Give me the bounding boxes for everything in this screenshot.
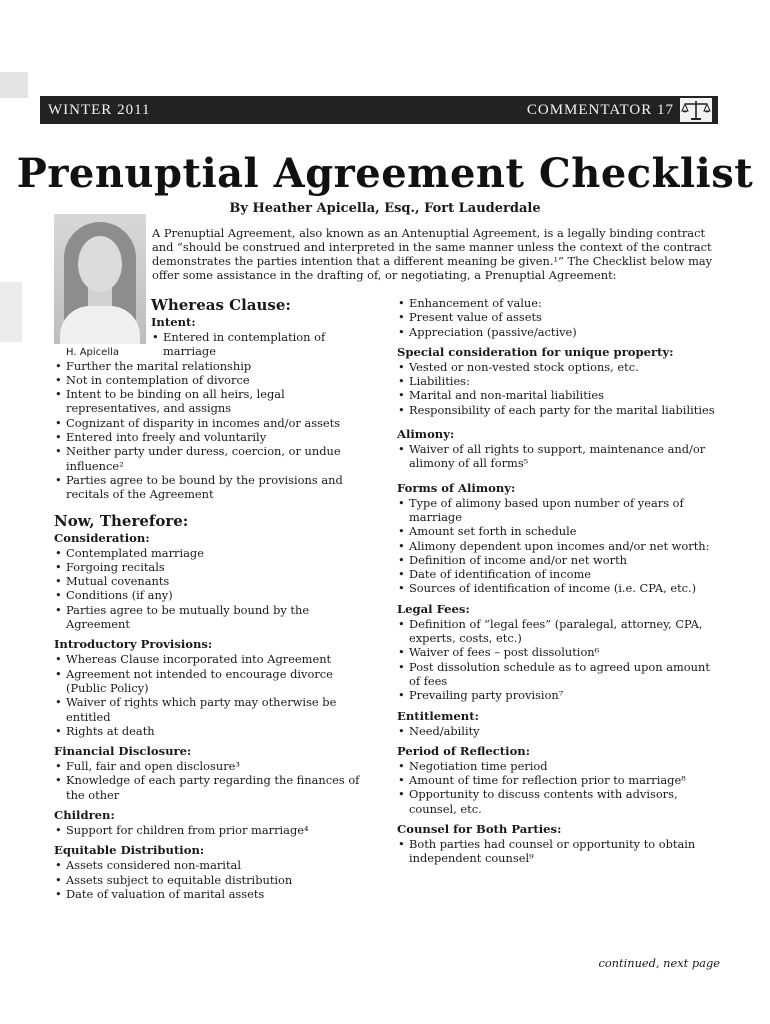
section-heading: Equitable Distribution: (54, 843, 205, 858)
scan-edge-mark (0, 282, 22, 342)
list-item: • Type of alimony based upon number of years of marriage (397, 496, 719, 525)
list-item: • Agreement not intended to encourage divorce (Public Policy) (54, 667, 376, 696)
list-item: • Both parties had counsel or opportunity to obtain independent counsel⁹ (397, 837, 719, 866)
section-alimony (397, 427, 719, 471)
intro-paragraph: A Prenuptial Agreement, also known as an Antenuptial Agreement, is a legally binding contract and “should be construed and interpreted in the same manner unless the context of the contract demonstrates the parties intention that a different meaning be given.¹” The Checklist below may offer some assistance in the drafting of, or negotiating, a Prenuptial Agreement: (152, 226, 713, 282)
list-item: • Date of valuation of marital assets (54, 887, 376, 901)
list-item: • Rights at death (54, 724, 376, 738)
masthead-bar (40, 96, 718, 124)
list-item: • Need/ability (397, 724, 719, 738)
scan-edge-mark (0, 72, 28, 98)
list-item: • Present value of assets (397, 310, 719, 324)
section-heading: Alimony: (397, 427, 455, 442)
intent-heading: Intent: (151, 315, 196, 329)
list-item: • Support for children from prior marriage⁴ (54, 823, 376, 837)
whereas-heading: Whereas Clause: (151, 296, 291, 314)
section-heading: Children: (54, 808, 115, 823)
list-item: • Conditions (if any) (54, 588, 376, 602)
byline: By Heather Apicella, Esq., Fort Lauderdale (229, 201, 541, 216)
section-consideration (54, 531, 376, 632)
section-heading: Counsel for Both Parties: (397, 822, 562, 837)
section-forms-of-alimony (397, 481, 719, 596)
list-item: • Definition of “legal fees” (paralegal, attorney, CPA, experts, costs, etc.) (397, 617, 719, 646)
left-column (54, 296, 376, 901)
list-item: • Amount set forth in schedule (397, 524, 719, 538)
list-item: • Negotiation time period (397, 759, 719, 773)
now-therefore-heading: Now, Therefore: (54, 511, 189, 530)
list-item: • Not in contemplation of divorce (54, 373, 376, 387)
section-counsel (397, 822, 719, 866)
list-item: • Opportunity to discuss contents with advisors, counsel, etc. (397, 787, 719, 816)
list-item: • Mutual covenants (54, 574, 376, 588)
section-introductory (54, 637, 376, 738)
section-unique-property (397, 345, 719, 417)
list-item: • Waiver of all rights to support, maintenance and/or alimony of all forms⁵ (397, 442, 719, 471)
list-item: • Alimony dependent upon incomes and/or net worth: (397, 539, 719, 553)
section-heading: Special consideration for unique property: (397, 344, 674, 359)
list-item: • Prevailing party provision⁷ (397, 688, 719, 702)
list-item: • Forgoing recitals (54, 560, 376, 574)
section-financial (54, 744, 376, 802)
publication-page: COMMENTATOR 17 (526, 102, 674, 118)
list-item: • Knowledge of each party regarding the finances of the other (54, 773, 376, 802)
list-item: • Waiver of fees – post dissolution⁶ (397, 645, 719, 659)
list-item: • Marital and non-marital liabilities (397, 388, 719, 402)
list-item: • Neither party under duress, coercion, or undue influence² (54, 444, 376, 473)
section-heading: Entitlement: (397, 708, 479, 723)
list-item: • Parties agree to be bound by the provisions and recitals of the Agreement (54, 473, 376, 502)
section-heading: Period of Reflection: (397, 743, 531, 758)
list-item: • Assets considered non-marital (54, 858, 376, 872)
list-item: • Definition of income and/or net worth (397, 553, 719, 567)
section-children (54, 808, 376, 837)
photo-caption: H. Apicella (66, 347, 120, 358)
continued-note: continued, next page (598, 956, 720, 970)
list-item: • Responsibility of each party for the marital liabilities (397, 403, 719, 417)
list-item: • Liabilities: (397, 374, 719, 388)
list-item: • Vested or non-vested stock options, etc. (397, 360, 719, 374)
list-item: • Assets subject to equitable distribution (54, 873, 376, 887)
article-title: Prenuptial Agreement Checklist (16, 150, 754, 197)
list-item: • Cognizant of disparity in incomes and/or assets (54, 416, 376, 430)
section-equitable (54, 843, 376, 901)
section-heading: Forms of Alimony: (397, 480, 516, 495)
section-legal-fees (397, 602, 719, 703)
list-item: • Appreciation (passive/active) (397, 325, 719, 339)
list-item: • Entered into freely and voluntarily (54, 430, 376, 444)
list-item: • Parties agree to be mutually bound by the Agreement (54, 603, 376, 632)
section-heading: Consideration: (54, 530, 150, 545)
section-heading: Legal Fees: (397, 601, 470, 616)
section-entitlement (397, 709, 719, 738)
issue-date: WINTER 2011 (48, 102, 151, 118)
list-item: • Waiver of rights which party may otherwise be entitled (54, 695, 376, 724)
list-item: • Post dissolution schedule as to agreed upon amount of fees (397, 660, 719, 689)
list-item: • Date of identification of income (397, 567, 719, 581)
list-item: • Amount of time for reflection prior to marriage⁸ (397, 773, 719, 787)
list-item: • Intent to be binding on all heirs, legal representatives, and assigns (54, 387, 376, 416)
list-item: • Entered in contemplation of marriage (151, 330, 376, 359)
right-column (397, 296, 719, 866)
list-item: • Sources of identification of income (i.e. CPA, etc.) (397, 581, 719, 595)
section-period-of-reflection (397, 744, 719, 816)
section-heading: Financial Disclosure: (54, 744, 192, 759)
list-item: • Contemplated marriage (54, 546, 376, 560)
scales-of-justice-icon (680, 98, 712, 122)
list-item: • Whereas Clause incorporated into Agreement (54, 652, 376, 666)
list-item: • Full, fair and open disclosure³ (54, 759, 376, 773)
list-item: • Further the marital relationship (54, 359, 376, 373)
section-heading: Introductory Provisions: (54, 637, 213, 652)
list-item: • Enhancement of value: (397, 296, 719, 310)
